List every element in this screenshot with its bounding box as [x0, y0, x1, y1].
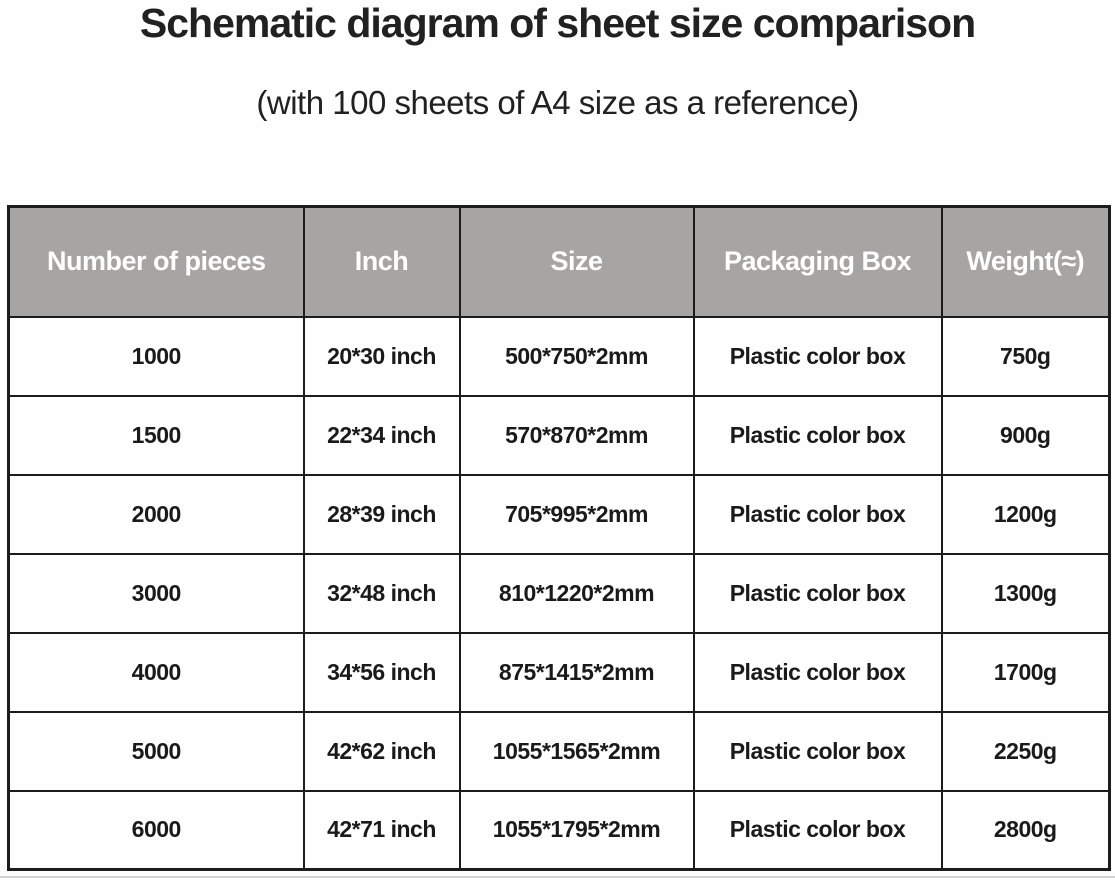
- table-cell: 1000: [9, 317, 304, 396]
- table-body: [9, 317, 1110, 870]
- table-row: [9, 554, 1110, 633]
- table-cell: 42*71 inch: [304, 791, 460, 870]
- table-cell: 900g: [942, 396, 1110, 475]
- table-cell: 6000: [9, 791, 304, 870]
- table-cell: 28*39 inch: [304, 475, 460, 554]
- table-header: [9, 207, 1110, 317]
- table-row: [9, 791, 1110, 870]
- header-cell: Weight(≈): [942, 207, 1110, 317]
- table-cell: 1500: [9, 396, 304, 475]
- table-cell: 1055*1795*2mm: [460, 791, 694, 870]
- header-cell: Packaging Box: [694, 207, 942, 317]
- table-cell: 22*34 inch: [304, 396, 460, 475]
- table-cell: Plastic color box: [694, 554, 942, 633]
- table-cell: 2250g: [942, 712, 1110, 791]
- table-row: [9, 317, 1110, 396]
- table-cell: 1300g: [942, 554, 1110, 633]
- table-cell: 34*56 inch: [304, 633, 460, 712]
- table-cell: 5000: [9, 712, 304, 791]
- table-cell: Plastic color box: [694, 396, 942, 475]
- table-cell: 570*870*2mm: [460, 396, 694, 475]
- table-cell: 1700g: [942, 633, 1110, 712]
- table-cell: 3000: [9, 554, 304, 633]
- table-cell: 1055*1565*2mm: [460, 712, 694, 791]
- header-cell: Inch: [304, 207, 460, 317]
- table-header-row: [9, 207, 1110, 317]
- table-cell: 810*1220*2mm: [460, 554, 694, 633]
- header-cell: Number of pieces: [9, 207, 304, 317]
- table-cell: 42*62 inch: [304, 712, 460, 791]
- table-cell: 875*1415*2mm: [460, 633, 694, 712]
- table-row: [9, 712, 1110, 791]
- table-cell: Plastic color box: [694, 791, 942, 870]
- table-cell: Plastic color box: [694, 475, 942, 554]
- table-cell: 500*750*2mm: [460, 317, 694, 396]
- cropped-row-edge-line: [0, 876, 1115, 878]
- table-cell: 750g: [942, 317, 1110, 396]
- table-cell: 705*995*2mm: [460, 475, 694, 554]
- table-cell: 32*48 inch: [304, 554, 460, 633]
- table-cell: 1200g: [942, 475, 1110, 554]
- table-row: [9, 475, 1110, 554]
- table-cell: 20*30 inch: [304, 317, 460, 396]
- size-comparison-table: [7, 205, 1111, 871]
- table-cell: 2000: [9, 475, 304, 554]
- table-row: [9, 396, 1110, 475]
- table-row: [9, 633, 1110, 712]
- page-subtitle: (with 100 sheets of A4 size as a reference): [256, 84, 859, 121]
- table-cell: 2800g: [942, 791, 1110, 870]
- table-cell: Plastic color box: [694, 317, 942, 396]
- header-cell: Size: [460, 207, 694, 317]
- table-cell: 4000: [9, 633, 304, 712]
- table-cell: Plastic color box: [694, 633, 942, 712]
- table-cell: Plastic color box: [694, 712, 942, 791]
- page-title: Schematic diagram of sheet size comparison: [139, 0, 976, 46]
